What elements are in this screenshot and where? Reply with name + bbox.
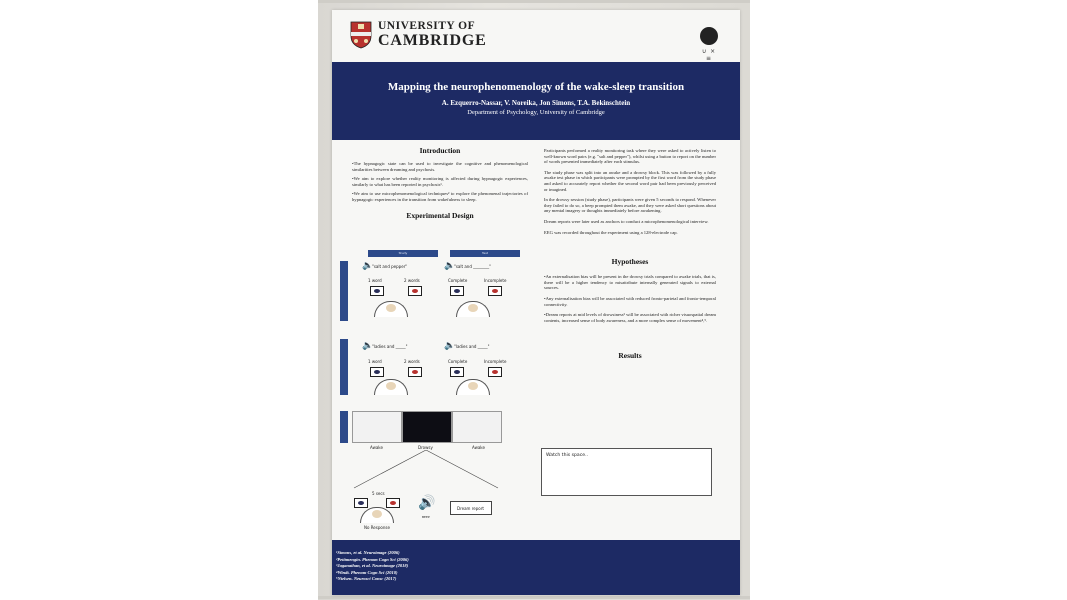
test-phrase-row2: "ladies and _____" [454,344,490,349]
reference-item: ⁵Nielsen. Neurosci Consc (2017) [336,576,397,582]
reference-item: ¹Simons, et al. Neuroimage (2006) [336,550,400,555]
poster-authors: A. Ezquerro-Nassar, V. Noreika, Jon Simons, T.A. Bekinschtein [441,99,631,107]
university-logo [350,19,487,51]
reference-item: ⁴Windt. Phenom Cogn Sci (2010) [336,569,398,575]
hypotheses-heading: Hypotheses [611,257,649,267]
hypothesis-bullet: •Any externalisation bias will be associated with reduced fronto-parietal and fronto-temporal connectivity. [544,295,716,307]
label-complete: Complete [448,278,468,283]
stage-drowsy: Drowsy [418,445,433,450]
title-banner [332,62,740,140]
introduction-heading: Introduction [419,146,461,155]
scene-awake [352,411,402,443]
introduction-list [352,161,528,203]
hypothesis-bullet: •An externalisation bias will be present in the drowsy trials compared to awake trials, that is, there will be a higher tendency to misattribute internally generated signals to external sources. [544,274,716,291]
speaker-icon: 🔈 [444,261,456,271]
wall-seam-top [318,0,750,3]
lab-logo-icon [700,27,718,45]
references-footer [332,540,740,595]
poster-department: Department of Psychology, University of Cambridge [467,109,605,116]
methods-paragraph: Dream reports were later used as anchors to conduct a microphenomenological interview. [544,218,709,224]
hypothesis-bullet: •Dream reports at mid levels of drowsiness³ will be associated with richer visuospatial dream contents, increased sense of body awareness, and a more complex sense of movement⁴,⁵. [544,312,716,323]
university-wordmark [378,21,487,49]
references-list [336,550,409,583]
response-dot [374,289,380,293]
crest-icon [350,21,372,49]
response-box [370,286,384,296]
dream-report-box [450,501,492,515]
design-heading: Experimental Design [406,210,474,220]
reference-item: ³Jaganathan, et al. Neuroimage (2018) [336,563,409,569]
wordmark-line2: CAMBRIDGE [378,31,487,49]
speaker-icon: 🔈 [362,261,374,271]
stage-awake-2: Awake [472,445,485,450]
left-column [352,146,528,220]
stage-awake-1: Awake [370,445,383,450]
poster [332,10,740,595]
study-phrase-row2: "ladies and _____" [372,344,408,349]
label-incomplete: Incomplete [484,359,507,364]
response-dot [454,370,460,374]
response-dot [492,370,498,374]
response-box [408,286,422,296]
participant-figure [374,379,408,395]
introduction-bullet: •We aim to use microphenomenological techniques² to explore the phenomenal trajectories of hypnagogic experiences in the transition from wakefulness to sleep. [352,191,528,202]
response-box [408,367,422,377]
results-placeholder: Watch this space.. [546,453,589,458]
label-two-words: 2 words [404,278,420,283]
label-two-words: 2 words [404,359,420,364]
results-box [541,448,712,496]
dream-report-label: Dream report [457,506,484,511]
response-dot [374,370,380,374]
zoom-lines [338,450,524,490]
label-complete: Complete [448,359,468,364]
side-bar-row1 [340,261,348,321]
methods-paragraph: In the drowsy session (study phase), participants were given 5 seconds to respond. Whenever they failed to do so, a beep prompted them awake, and they were asked short questions about any mental imagery or thoughts immediately before awakening. [544,197,716,214]
study-phrase-row1: "salt and pepper" [372,264,408,269]
introduction-bullet: •We aim to explore whether reality monitoring is affected during hypnagogic experiences, similarly to what has been reported in psychosis¹. [352,176,528,187]
tab-test: Test [450,250,520,257]
participant-figure [360,507,394,523]
response-box [370,367,384,377]
methods-paragraph: The study phase was split into an awake and a drowsy block. This was followed by a fully awake test phase in which participants were prompted by the first word from the study phase and asked to accurately report whether the second word pair had been previously perceived or imagined. [544,169,716,192]
test-phrase-row1: "salt and ________" [454,264,491,269]
participant-figure [456,379,490,395]
results-heading: Results [618,351,642,361]
label-one-word: 1 word [368,278,382,283]
participant-figure [456,301,490,317]
response-dot [454,289,460,293]
introduction-bullet: •The hypnagogic state can be used to investigate the cognitive and phenomenological similarities between dreaming and psychosis. [352,161,528,172]
response-box [450,286,464,296]
reference-item: ²Petitmengin. Phenom Cogn Sci (2006) [336,556,409,562]
lab-logo [698,27,720,62]
poster-title: Mapping the neurophenomenology of the wake-sleep transition [387,81,685,93]
response-dot [492,289,498,293]
methods-paragraph: EEG was recorded throughout the experiment using a 128-electrode cap. [544,229,678,235]
response-box [450,367,464,377]
experimental-design-diagram [338,251,524,535]
side-bar-row3 [340,411,348,443]
wall-seam-bottom [318,596,750,599]
beep-speaker-icon: 🔊 [418,495,436,511]
speaker-icon: 🔈 [444,341,456,351]
lab-logo-subtext: ∪ × ≡ [701,48,717,62]
label-one-word: 1 word [368,359,382,364]
response-dot [390,501,396,505]
right-column [544,148,716,360]
response-box [488,286,502,296]
beep-label: BEEP [422,515,430,519]
response-dot [358,501,364,505]
timer-label: 5 secs [372,491,385,496]
scene-drowsy [402,411,452,443]
label-incomplete: Incomplete [484,278,507,283]
side-bar-row2 [340,339,348,395]
response-dot [412,370,418,374]
no-response-label: No Response [364,525,390,530]
response-box [488,367,502,377]
scene-awake [452,411,502,443]
response-box [386,498,400,508]
wordmark-line1: UNIVERSITY OF [378,20,476,33]
tab-study: Study [368,250,438,257]
speaker-icon: 🔈 [362,341,374,351]
methods-paragraph: Participants performed a reality monitoring task where they were asked to actively listen to well-known word pairs (e.g. "salt and pepper"), whilst using a button to report on the number of words presented immediately after each stimulus. [544,148,716,165]
response-box [354,498,368,508]
response-dot [412,289,418,293]
participant-figure [374,301,408,317]
